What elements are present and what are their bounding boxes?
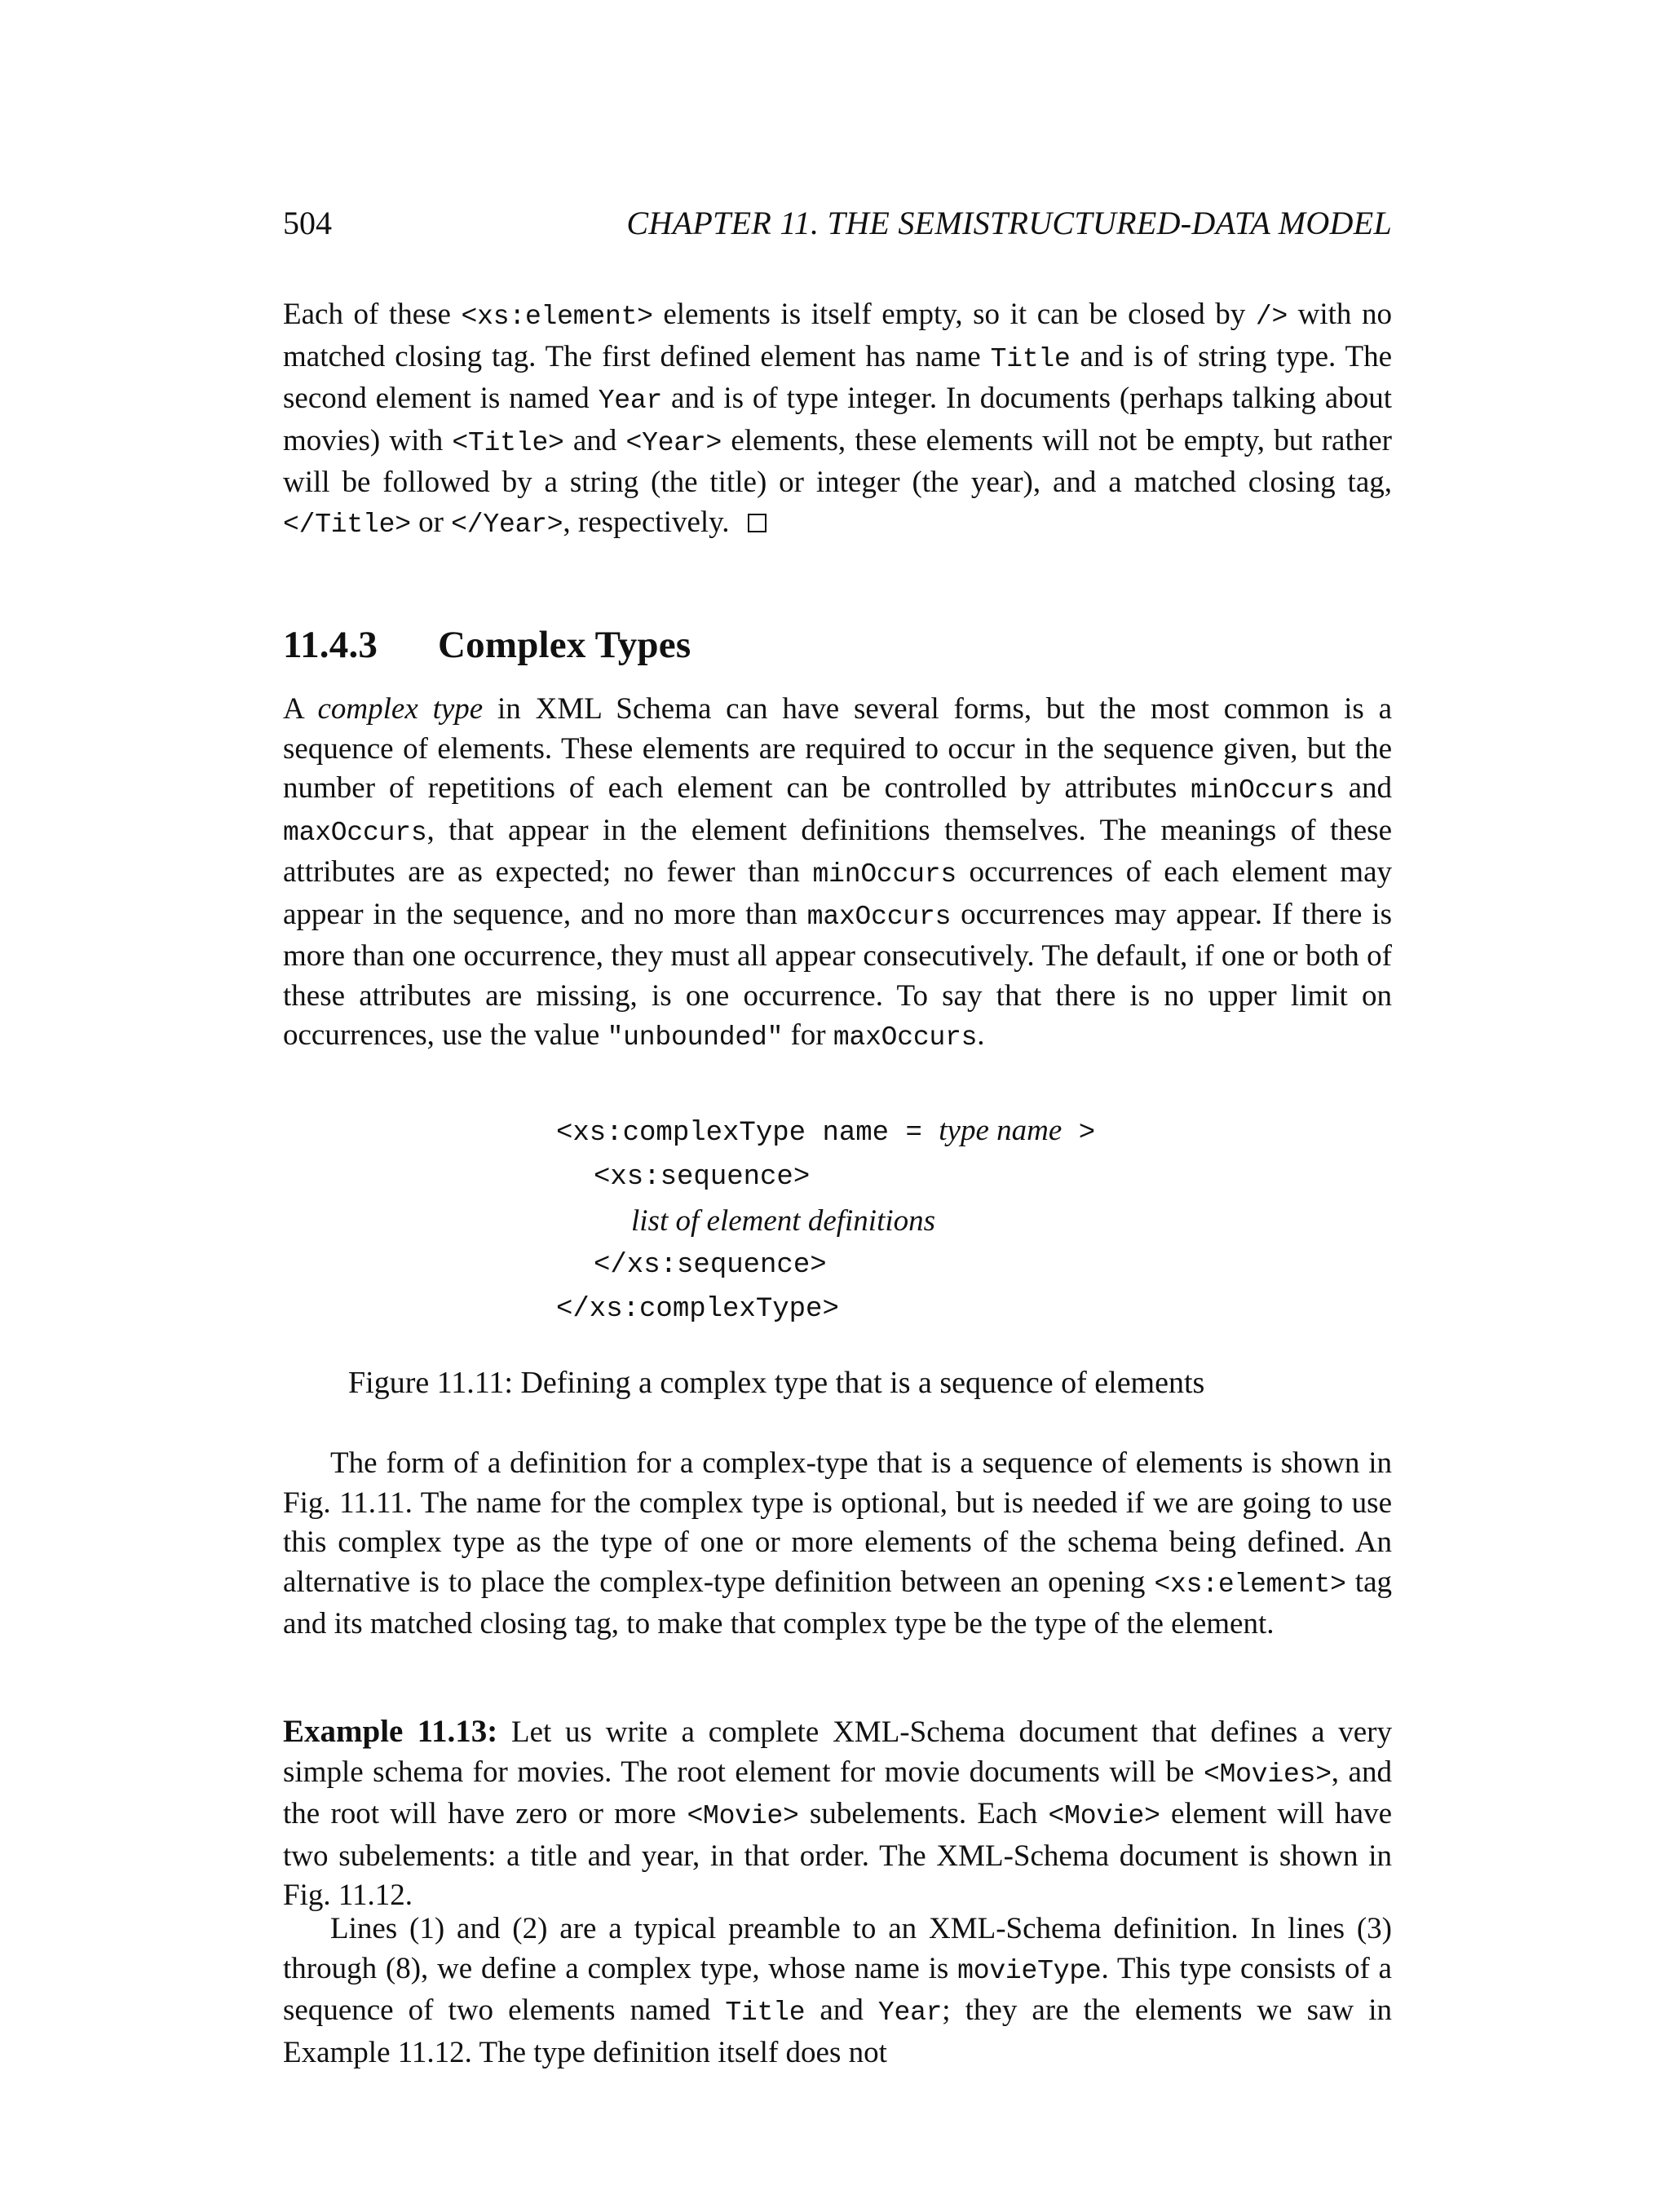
running-head: CHAPTER 11. THE SEMISTRUCTURED-DATA MODEL — [626, 205, 1392, 241]
paragraph-complex-type: A complex type in XML Schema can have several forms, but the most common is a sequence of elements. These elements are required to occur in the sequence given, but the number of repetitions of each element can be controlled by attributes minOccurs and maxOccurs, that appear in the element definitions themselves. The meanings of these attributes are as expected; no fewer than minOccurs occurrences of each element may appear in the sequence, and no more than maxOccurs occurrences may appear. If there is more than one occurrence, they must all appear consecutively. The default, if one or both of these attributes are missing, is one occurrence. To say that there is no upper limit on occurrences, use the value "unbounded" for maxOccurs. — [283, 692, 1392, 1053]
section-number: 11.4.3 — [283, 624, 378, 666]
section-title: Complex Types — [438, 624, 691, 666]
paragraph-example-end: Each of these <xs:element> elements is itself empty, so it can be closed by /> with no matched closing tag. The first defined element has name Title and is of string type. The second element is named Year and is of type integer. In documents (perhaps talking about movies) with <Title> and <Year> elements, these elements will not be empty, but rather will be followed by a string (the title) or integer (the year), and a matched closing tag, </Title> or </Year>, respectively. — [283, 298, 1393, 540]
code-line: <xs:sequence> — [594, 1162, 811, 1193]
paragraph-form-definition: The form of a definition for a complex-type that is a sequence of elements is shown in Fig. 11.11. The name for the complex type is optional, but is needed if we are going to use this complex type as the type of one or more elements of the schema being defined. An alternative is to place the complex-type definition between an opening <xs:element> tag and its matched closing tag, to make that complex type be the type of the element. — [283, 1446, 1392, 1640]
page-number: 504 — [283, 205, 332, 241]
paragraph-example-11-13: Example 11.13: Let us write a complete XML-Schema document that defines a very simple schema for movies. The root element for movie documents will be <Movies>, and the root will have zero or more <Movie> subelements. Each <Movie> element will have two subelements: a title and year, in that order. The XML-Schema document is shown in Fig. 11.12. — [283, 1714, 1392, 1912]
paragraph-lines-explanation: Lines (1) and (2) are a typical preamble to an XML-Schema definition. In lines (3) through (8), we define a complex type, whose name is movieType. This type consists of a sequence of two elements named Title and Year; they are the elements we saw in Example 11.12. The type definition itself does not — [283, 1912, 1392, 2069]
figure-code-block — [556, 1109, 1127, 1331]
page-header — [283, 204, 1392, 253]
section-heading — [283, 623, 1392, 667]
figure-caption: Figure 11.11: Defining a complex type that is a sequence of elements — [348, 1366, 1205, 1400]
end-of-example-icon — [748, 514, 767, 532]
code-line: </xs:sequence> — [594, 1250, 827, 1281]
code-line: list of element definitions — [631, 1204, 936, 1238]
code-line: </xs:complexType> — [556, 1294, 839, 1325]
code-line: <xs:complexType name = type name > — [556, 1114, 1096, 1149]
